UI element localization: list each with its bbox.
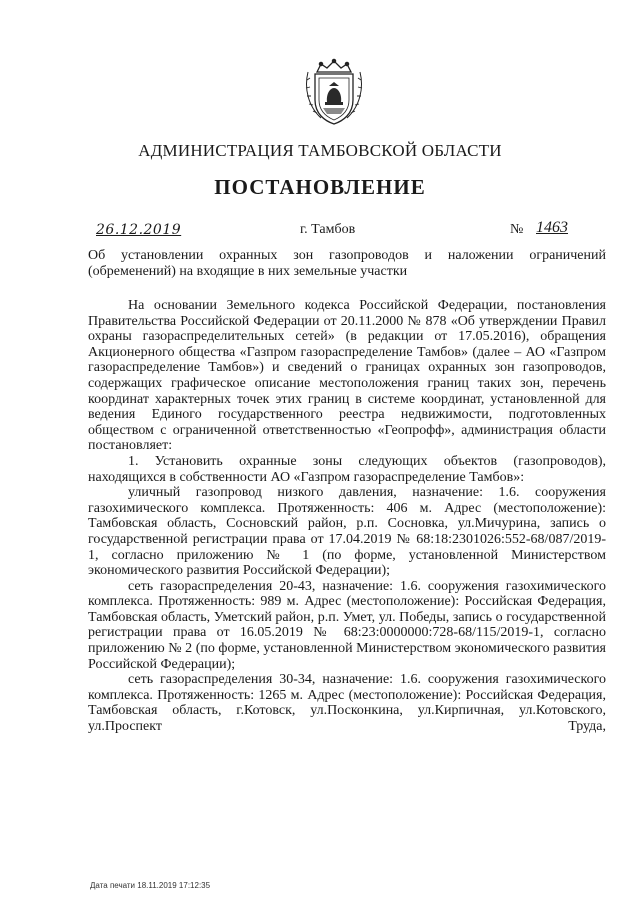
number-label: № (510, 222, 524, 237)
object-paragraph: уличный газопровод низкого давления, назначение: 1.6. сооружения газохимического комплекса. Протяженность: 406 м. Адрес (местоположение): Тамбовская область, Сосновский район, р.п. Сосновка, ул.Мичурина, запись о государственной регистрации права от 17.04.2019 № 68:18:2301026:552-68/087/2019-1, согласно приложению № 1 (по форме, установленной Министерством экономического развития Российской Федерации); (88, 485, 606, 579)
document-subject: Об установлении охранных зон газопроводов и наложении ограничений (обременений) на входящие в них земельные участки (88, 248, 606, 279)
document-date: 26.12.2019 (96, 222, 182, 238)
document-city: г. Тамбов (300, 222, 356, 237)
document-type: ПОСТАНОВЛЕНИЕ (214, 175, 426, 199)
document-body (88, 298, 606, 735)
item-1-paragraph: 1. Установить охранные зоны следующих объектов (газопроводов), находящихся в собственности АО «Газпром газораспределение Тамбов»: (88, 453, 606, 485)
coat-of-arms-emblem (305, 58, 363, 126)
object-paragraph: сеть газораспределения 30-34, назначение: 1.6. сооружения газохимического комплекса. Протяженность: 1265 м. Адрес (местоположение): Российская Федерация, Тамбовская область, г.Котовск, ул.Посконкина, ул.Кирпичная, ул.Котовского, ул.Проспект Труда, (88, 672, 606, 735)
object-paragraph: сеть газораспределения 20-43, назначение: 1.6. сооружения газохимического комплекса. Протяженность: 989 м. Адрес (местоположение): Российская Федерация, Тамбовская область, Уметский район, р.п. Умет, ул. Победы, запись о государственной регистрации права от 16.05.2019 № 68:23:0000000:728-68/115/2019-1, согласно приложению № 2 (по форме, установленной Министерством экономического развития Российской Федерации); (88, 578, 606, 672)
document-number: 1463 (536, 219, 568, 236)
organization-title: АДМИНИСТРАЦИЯ ТАМБОВСКОЙ ОБЛАСТИ (138, 141, 502, 160)
preamble-paragraph: На основании Земельного кодекса Российской Федерации, постановления Правительства Российской Федерации от 20.11.2000 № 878 «Об утверждении Правил охраны газораспределительных сетей» (в редакции от 17.05.2016), обращения Акционерного общества «Газпром газораспределение Тамбов» (далее – АО «Газпром газораспределение Тамбов») и сведений о границах охранных зон газопроводов, содержащих графическое описание местоположения границ таких зон, перечень координат характерных точек этих границ в системе координат, установленной для ведения Единого государственного реестра недвижимости, подготовленных обществом с ограниченной ответственностью «Геопрофф», администрация области постановляет: (88, 298, 606, 454)
print-date-footer: Дата печати 18.11.2019 17:12:35 (90, 881, 211, 890)
